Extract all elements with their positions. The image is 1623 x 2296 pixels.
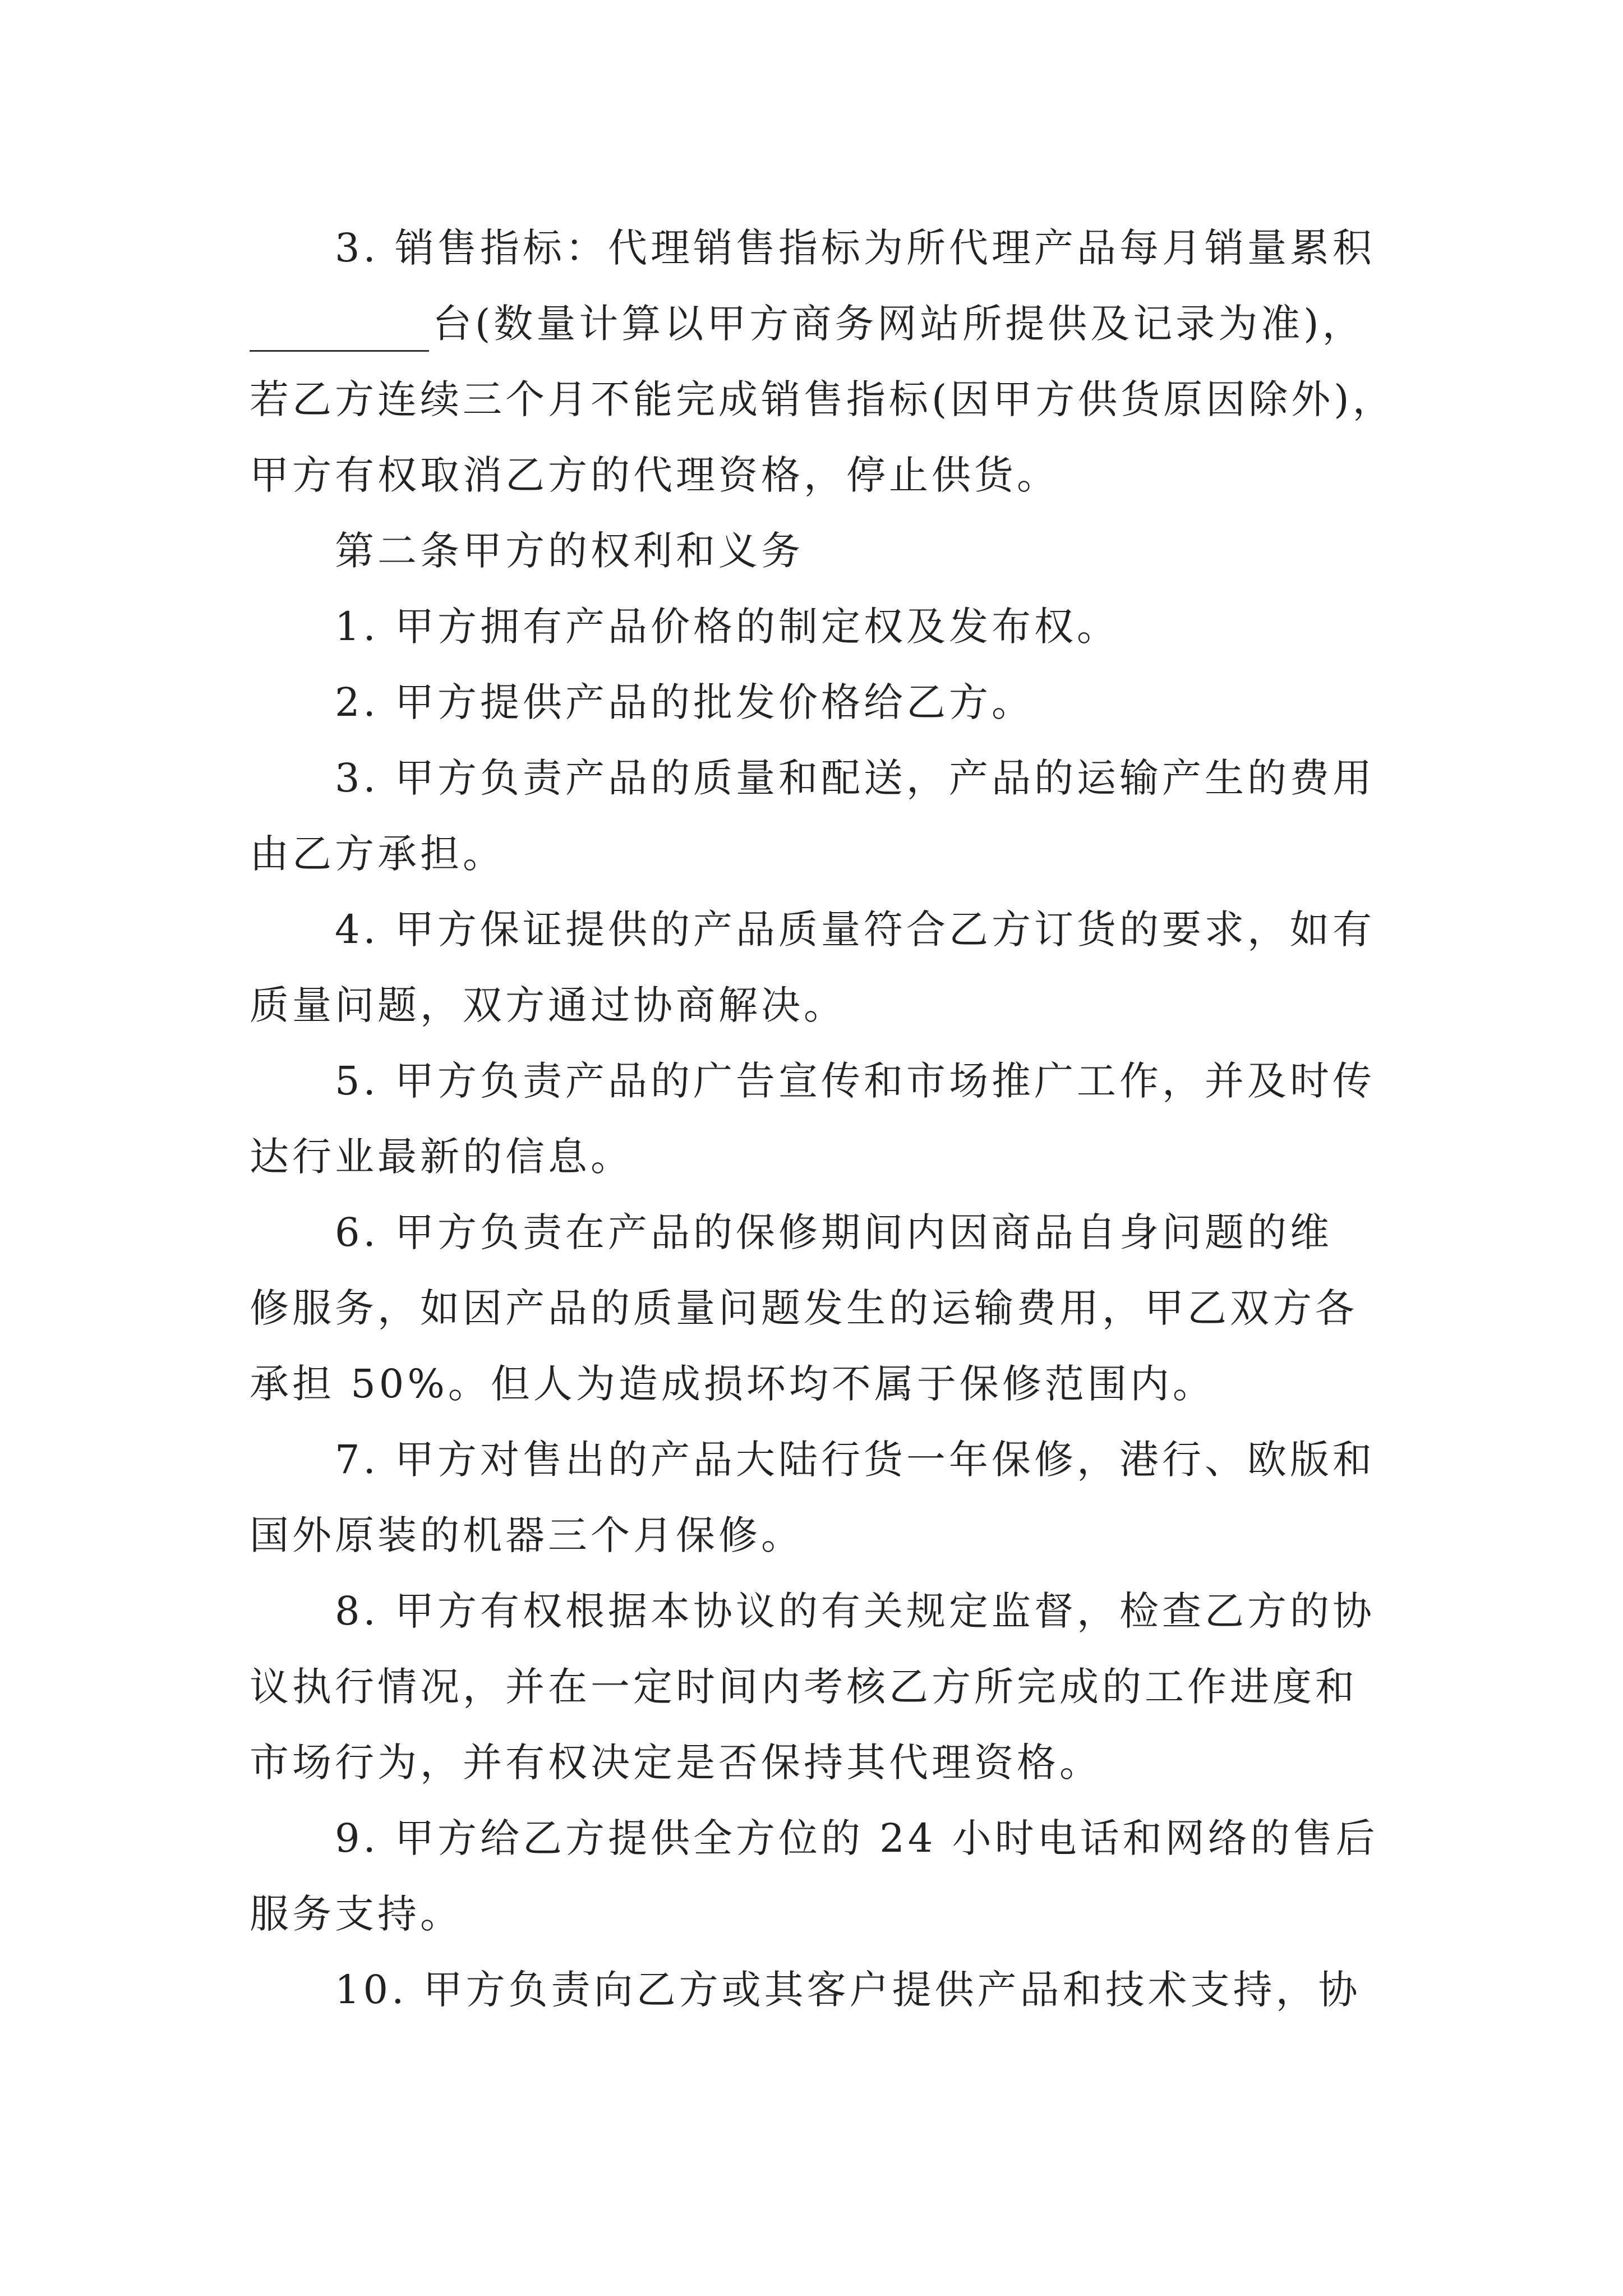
text-line: 若乙方连续三个月不能完成销售指标(因甲方供货原因除外)， bbox=[250, 376, 1395, 422]
text-line: 4. 甲方保证提供的产品质量符合乙方订货的要求，如有 bbox=[335, 907, 1376, 953]
text-line: 服务支持。 bbox=[250, 1891, 463, 1937]
text-line: 承担 50%。但人为造成损坏均不属于保修范围内。 bbox=[250, 1361, 1215, 1407]
text-line: 议执行情况，并在一定时间内考核乙方所完成的工作进度和 bbox=[250, 1664, 1358, 1710]
text-line: 8. 甲方有权根据本协议的有关规定监督，检查乙方的协 bbox=[335, 1588, 1376, 1634]
text-line: 3. 甲方负责产品的质量和配送，产品的运输产生的费用 bbox=[335, 755, 1376, 801]
text-line: 台(数量计算以甲方商务网站所提供及记录为准)， bbox=[432, 301, 1365, 347]
text-line: 9. 甲方给乙方提供全方位的 24 小时电话和网络的售后 bbox=[335, 1815, 1378, 1861]
text-line: 质量问题，双方通过协商解决。 bbox=[250, 982, 846, 1028]
text-line: 2. 甲方提供产品的批发价格给乙方。 bbox=[335, 679, 1035, 725]
text-line-with-blank bbox=[250, 296, 1365, 352]
text-line: 10. 甲方负责向乙方或其客户提供产品和技术支持，协 bbox=[335, 1967, 1361, 2013]
fill-in-blank bbox=[250, 311, 429, 352]
text-line: 修服务，如因产品的质量问题发生的运输费用，甲乙双方各 bbox=[250, 1285, 1358, 1331]
section-heading: 第二条甲方的权利和义务 bbox=[335, 528, 804, 574]
text-line: 1. 甲方拥有产品价格的制定权及发布权。 bbox=[335, 604, 1120, 650]
text-line: 7. 甲方对售出的产品大陆行货一年保修，港行、欧版和 bbox=[335, 1437, 1376, 1483]
text-line: 国外原装的机器三个月保修。 bbox=[250, 1512, 804, 1558]
text-line: 由乙方承担。 bbox=[250, 831, 505, 877]
text-line: 6. 甲方负责在产品的保修期间内因商品自身问题的维 bbox=[335, 1209, 1333, 1255]
text-line: 5. 甲方负责产品的广告宣传和市场推广工作，并及时传 bbox=[335, 1058, 1376, 1104]
text-line: 市场行为，并有权决定是否保持其代理资格。 bbox=[250, 1740, 1102, 1786]
text-line: 甲方有权取消乙方的代理资格，停止供货。 bbox=[250, 452, 1059, 498]
text-line: 达行业最新的信息。 bbox=[250, 1134, 633, 1180]
text-line: 3. 销售指标：代理销售指标为所代理产品每月销量累积 bbox=[335, 225, 1376, 271]
